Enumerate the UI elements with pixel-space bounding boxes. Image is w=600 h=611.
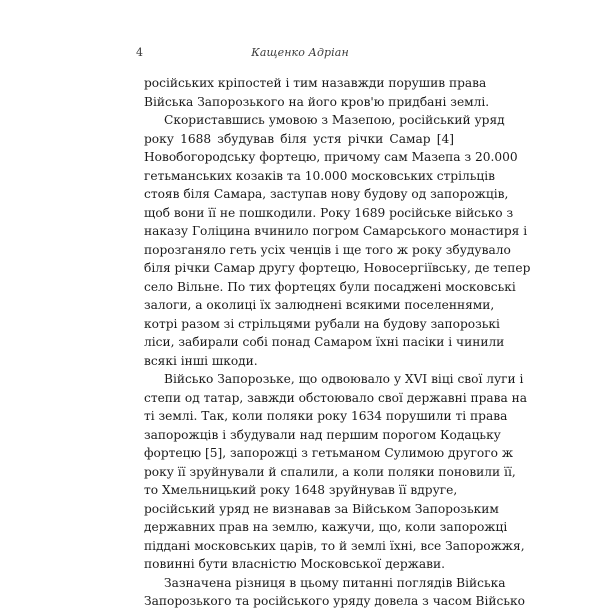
- text-line: гетьманських козаків та 10.000 московських стрільців: [144, 168, 495, 183]
- text-line: повинні бути власністю Московської держави.: [144, 557, 445, 571]
- text-line: степи од татар, завжди обстоювало свої державні права на: [144, 390, 528, 405]
- text-line: російський уряд не визнавав за Військом Запорозьким: [144, 501, 499, 516]
- paragraph-3: [144, 370, 528, 574]
- text-line: наказу Голіцина вчинило погром Самарського монастиря і: [144, 224, 528, 238]
- paragraph-1: [144, 74, 490, 111]
- text-line: Новобогородську фортецю, причому сам Мазепа з 20.000: [144, 150, 518, 164]
- text-line: року 1688 збудував біля устя річки Самар [4]: [144, 131, 454, 146]
- text-line: ліси, забирали собі понад Самаром їхні пасіки і чинили: [144, 335, 505, 349]
- body-text: [144, 74, 531, 611]
- text-line: року її зруйнували й спалили, а коли поляки поновили її,: [144, 464, 516, 479]
- running-head: Кащенко Адріан: [251, 46, 349, 59]
- text-line: село Вільне. По тих фортецях були посаджені московські: [144, 279, 516, 294]
- text-line: піддані московських царів, то й землі їхні, все Запорожжя,: [144, 538, 525, 553]
- text-line: щоб вони її не пошкодили. Року 1689 російське військо з: [144, 205, 514, 220]
- text-line: ті землі. Так, коли поляки року 1634 порушили ті права: [144, 409, 508, 423]
- text-line: стояв біля Самара, заступав нову будову од запорожців,: [144, 187, 509, 201]
- text-line: всякі інші шкоди.: [144, 353, 258, 368]
- page-number: 4: [136, 46, 143, 59]
- text-line: порозганяло геть усіх ченців і ще того ж року збудувало: [144, 242, 511, 257]
- paragraph-4: [144, 574, 525, 611]
- text-line: фортецю [5], запорожці з гетьманом Сулимою другого ж: [144, 446, 514, 460]
- text-line: російських кріпостей і тим назавжди порушив права: [144, 76, 487, 90]
- text-line: державних прав на землю, кажучи, що, коли запорожці: [144, 520, 508, 534]
- text-line: Війська Запорозького на його кров'ю придбані землі.: [144, 94, 490, 109]
- text-line: котрі разом зі стрільцями рубали на будову запорозькі: [144, 316, 500, 331]
- text-line: залоги, а околиці їх залюднені всякими поселеннями,: [144, 298, 495, 312]
- text-line: Запорозького та російського уряду довела з часом Військо: [144, 594, 525, 608]
- text-line: біля річки Самар другу фортецю, Новосергіївську, де тепер: [144, 261, 531, 275]
- text-line: Зазначена різниця в цьому питанні поглядів Війська: [164, 575, 506, 590]
- text-line: то Хмельницький року 1648 зруйнував її вдруге,: [144, 483, 458, 497]
- page-header: [0, 46, 600, 62]
- text-line: Скориставшись умовою з Мазепою, російський уряд: [164, 113, 505, 127]
- paragraph-2: [144, 111, 531, 370]
- text-line: Військо Запорозьке, що одвоювало у XVI віці свої луги і: [164, 372, 524, 386]
- text-line: запорожців і збудували над першим порогом Кодацьку: [144, 427, 501, 442]
